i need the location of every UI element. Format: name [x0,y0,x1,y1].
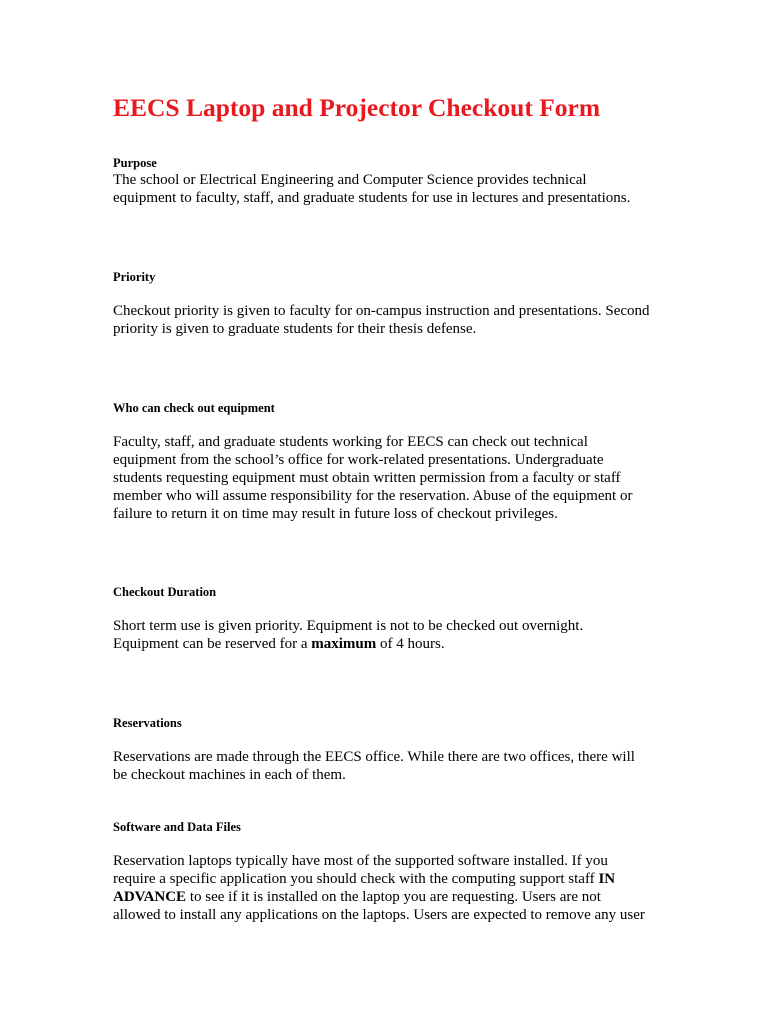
text-run: Equipment can be reserved for a [113,636,312,652]
bold-text: ADVANCE [113,889,187,905]
bold-text: IN [598,871,616,887]
text-line: equipment to faculty, staff, and graduate students for use in lectures and presentations. [113,190,631,206]
section-body-reservations [113,748,673,784]
text-line: member who will assume responsibility for the reservation. Abuse of the equipment or [113,488,633,504]
section-heading-who-can-check-out: Who can check out equipment [113,401,275,415]
section-body-software-and-data-files [113,852,673,924]
section-heading-reservations: Reservations [113,716,182,730]
section-body-purpose [113,171,673,207]
bold-text: maximum [311,636,377,652]
text-line: be checkout machines in each of them. [113,767,346,783]
section-body-priority [113,302,673,338]
section-heading-priority: Priority [113,270,156,284]
text-line: students requesting equipment must obtain written permission from a faculty or staff [113,470,621,486]
text-run: of 4 hours. [376,636,445,652]
document-title: EECS Laptop and Projector Checkout Form [113,93,601,122]
text-line: The school or Electrical Engineering and Computer Science provides technical [113,172,587,188]
text-line: Short term use is given priority. Equipment is not to be checked out overnight. [113,618,584,634]
text-line: allowed to install any applications on the laptops. Users are expected to remove any user [113,907,645,923]
text-line [113,870,673,888]
text-line [113,635,673,653]
text-line: failure to return it on time may result in future loss of checkout privileges. [113,506,558,522]
text-line: Reservations are made through the EECS office. While there are two offices, there will [113,749,635,765]
section-heading-checkout-duration: Checkout Duration [113,585,217,599]
text-line: Checkout priority is given to faculty for on-campus instruction and presentations. Second [113,303,650,319]
text-line: priority is given to graduate students for their thesis defense. [113,321,477,337]
section-heading-software-and-data-files: Software and Data Files [113,820,241,834]
text-line: equipment from the school’s office for work-related presentations. Undergraduate [113,452,604,468]
text-line: Faculty, staff, and graduate students working for EECS can check out technical [113,434,588,450]
section-body-checkout-duration [113,617,673,653]
text-line: Reservation laptops typically have most of the supported software installed. If you [113,853,608,869]
section-body-who-can-check-out [113,433,673,523]
text-run: to see if it is installed on the laptop you are requesting. Users are not [186,889,601,905]
section-heading-purpose: Purpose [113,156,157,170]
text-run: require a specific application you should check with the computing support staff [113,871,599,887]
text-line [113,888,673,906]
